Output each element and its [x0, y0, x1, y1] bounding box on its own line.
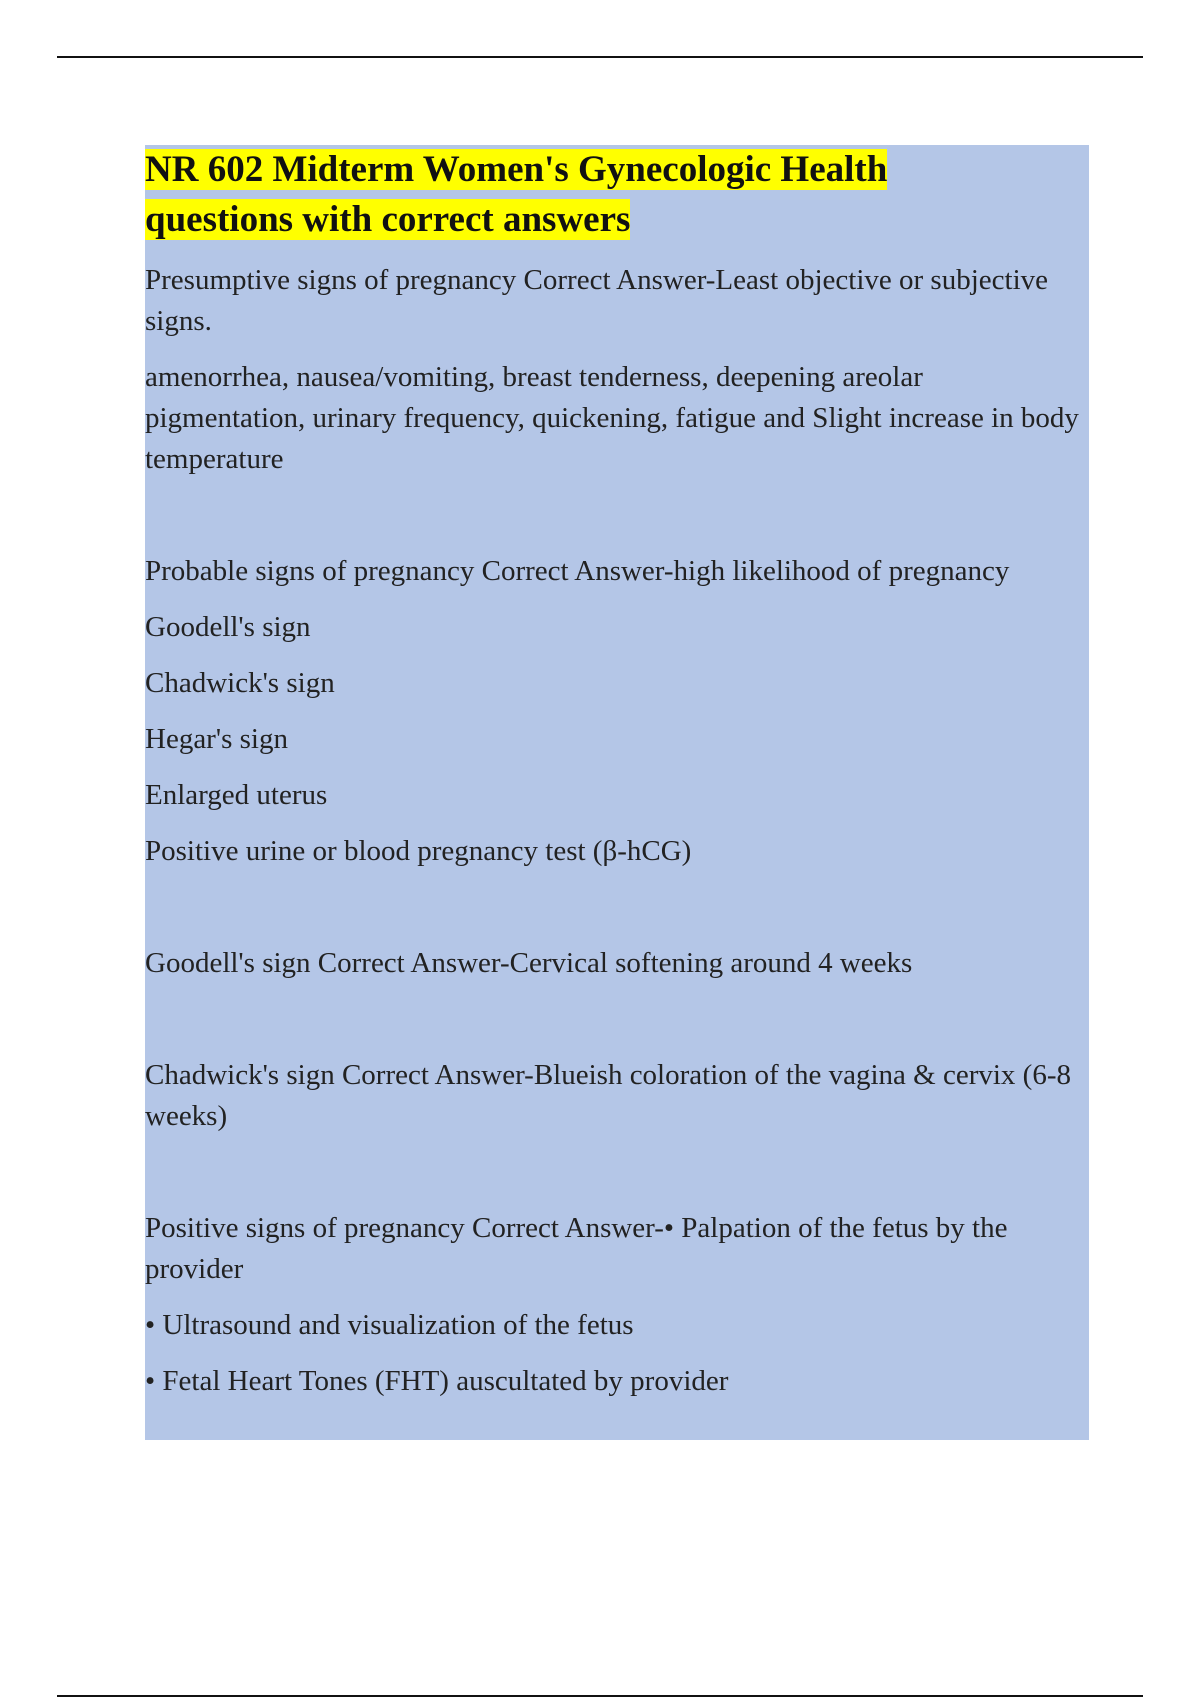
bottom-rule — [57, 1695, 1143, 1697]
probable-item: Goodell's sign — [145, 611, 311, 643]
document-title — [145, 145, 1089, 245]
chadwicks-sign-question: Chadwick's sign Correct Answer-Blueish coloration of the vagina & cervix (6-8 weeks) — [145, 1059, 1071, 1132]
presumptive-details: amenorrhea, nausea/vomiting, breast tenderness, deepening areolar pigmentation, urinary frequency, quickening, fatigue and Slight increase in body temperature — [145, 361, 1079, 475]
probable-question: Probable signs of pregnancy Correct Answer-high likelihood of pregnancy — [145, 555, 1010, 587]
probable-item: Chadwick's sign — [145, 667, 335, 699]
content-inner — [145, 145, 1089, 1402]
goodells-sign-question: Goodell's sign Correct Answer-Cervical softening around 4 weeks — [145, 947, 913, 979]
positive-item: • Fetal Heart Tones (FHT) auscultated by provider — [145, 1365, 729, 1397]
probable-item: Hegar's sign — [145, 723, 288, 755]
probable-item: Positive urine or blood pregnancy test (β-hCG) — [145, 835, 692, 867]
title-line-2: questions with correct answers — [145, 199, 631, 240]
content-block — [145, 145, 1089, 1440]
presumptive-question: Presumptive signs of pregnancy Correct Answer-Least objective or subjective signs. — [145, 264, 1048, 337]
probable-item: Enlarged uterus — [145, 779, 328, 811]
positive-question: Positive signs of pregnancy Correct Answer-• Palpation of the fetus by the provider — [145, 1212, 1008, 1285]
top-rule — [57, 56, 1143, 58]
title-line-1: NR 602 Midterm Women's Gynecologic Health — [145, 149, 888, 190]
positive-item: • Ultrasound and visualization of the fetus — [145, 1309, 634, 1341]
